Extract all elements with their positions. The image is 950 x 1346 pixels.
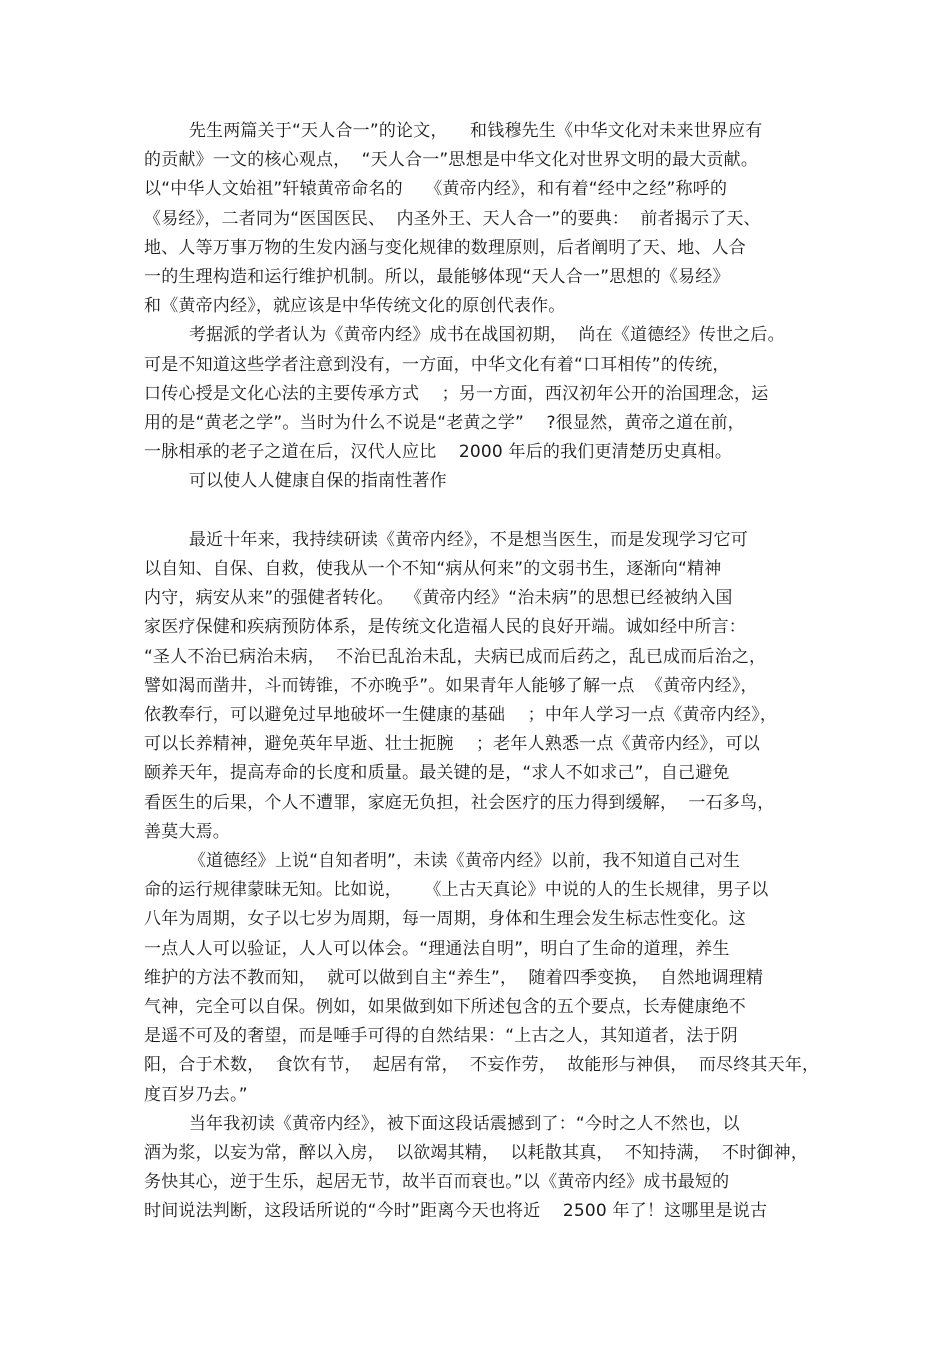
text-line: 以“中华人文始祖”轩辕黄帝命名的 《黄帝内经》，和有着“经中之经”称呼的 bbox=[144, 179, 728, 200]
text-line: 家医疗保健和疾病预防体系，是传统文化造福人民的良好开端。诚如经中所言： bbox=[144, 617, 746, 638]
text-line: 的贡献》一文的核心观点， “天人合一”思想是中华文化对世界文明的最大贡献。 bbox=[144, 150, 759, 171]
text-line: 譬如渴而凿井，斗而铸锥，不亦晚乎”。如果青年人能够了解一点 《黄帝内经》， bbox=[144, 675, 758, 696]
text-line: 是遥不可及的奢望，而是唾手可得的自然结果：“上古之人，其知道者，法于阴 bbox=[144, 1026, 738, 1047]
text-line: 气神，完全可以自保。例如，如果做到如下所述包含的五个要点，长寿健康绝不 bbox=[144, 997, 746, 1017]
text-line: 务快其心，逆于生乐，起居无节，故半百而衰也。”以《黄帝内经》成书最短的 bbox=[144, 1172, 730, 1193]
text-line: 酒为浆，以妄为常，醉以入房， 以欲竭其精， 以耗散其真， 不知持满， 不时御神， bbox=[144, 1143, 809, 1163]
text-line: 时间说法判断，这段话所说的“今时”距离今天也将近 2500 年了！这哪里是说古 bbox=[144, 1201, 768, 1222]
text-line: “圣人不治已病治未病， 不治已乱治未乱，夫病已成而后药之，乱已成而后治之， bbox=[144, 646, 767, 667]
text-line: 《道德经》上说“自知者明”，未读《黄帝内经》以前，我不知道自己对生 bbox=[144, 851, 741, 871]
text-line: 用的是“黄老之学”。当时为什么不说是“老黄之学” ?很显然，黄帝之道在前， bbox=[144, 413, 745, 433]
text-line: 可以长养精神，避免英年早逝、壮士扼腕 ；老年人熟悉一点《黄帝内经》，可以 bbox=[144, 734, 760, 755]
text-line: 颐养天年，提高寿命的长度和质量。最关键的是，“求人不如求己”，自己避免 bbox=[144, 763, 730, 784]
text-line: 当年我初读《黄帝内经》，被下面这段话震撼到了：“今时之人不然也，以 bbox=[144, 1113, 740, 1134]
text-line: 一的生理构造和运行维护机制。所以，最能够体现“天人合一”思想的《易经》 bbox=[144, 267, 730, 287]
text-line: 先生两篇关于“天人合一”的论文， 和钱穆先生《中华文化对未来世界应有 bbox=[144, 121, 763, 141]
text-line: 善莫大焉。 bbox=[144, 821, 230, 842]
text-line: 最近十年来，我持续研读《黄帝内经》，不是想当医生，而是发现学习它可 bbox=[144, 529, 748, 550]
text-line: 一脉相承的老子之道在后，汉代人应比 2000 年后的我们更清楚历史真相。 bbox=[144, 442, 733, 463]
text-line: 依教奉行，可以避免过早地破坏一生健康的基础 ；中年人学习一点《黄帝内经》， bbox=[144, 705, 778, 725]
text-line: 和《黄帝内经》，就应该是中华传统文化的原创代表作。 bbox=[144, 296, 566, 317]
text-line: 看医生的后果，个人不遭罪，家庭无负担，社会医疗的压力得到缓解， 一石多鸟， bbox=[144, 792, 775, 813]
text-line: 可以使人人健康自保的指南性著作 bbox=[144, 471, 447, 492]
text-line: 八年为周期，女子以七岁为周期，每一周期，身体和生理会发生标志性变化。这 bbox=[144, 909, 746, 930]
text-line: 《易经》，二者同为“医国医民、 内圣外王、天人合一”的要典： 前者揭示了天、 bbox=[144, 208, 761, 229]
text-line: 考据派的学者认为《黄帝内经》成书在战国初期， 尚在《道德经》传世之后。 bbox=[144, 325, 785, 346]
text-line: 口传心授是文化心法的主要传承方式 ；另一方面，西汉初年公开的治国理念，运 bbox=[144, 383, 769, 404]
text-line: 度百岁乃去。” bbox=[144, 1084, 248, 1105]
text-line: 可是不知道这些学者注意到没有，一方面，中华文化有着“口耳相传”的传统， bbox=[144, 354, 730, 375]
text-line: 一点人人可以验证，人人可以体会。“理通法自明”，明白了生命的道理，养生 bbox=[144, 938, 730, 959]
text-line: 维护的方法不教而知， 就可以做到自主“养生”， 随着四季变换， 自然地调理精 bbox=[144, 967, 764, 988]
text-line: 命的运行规律蒙昧无知。比如说， 《上古天真论》中说的人的生长规律，男子以 bbox=[144, 880, 769, 901]
text-line: 以自知、自保、自救，使我从一个不知“病从何来”的文弱书生，逐渐向“精神 bbox=[144, 559, 722, 579]
text-line: 阳，合于术数， 食饮有节， 起居有常， 不妄作劳， 故能形与神俱， 而尽终其天年， bbox=[144, 1055, 820, 1076]
text-line: 内守，病安从来”的强健者转化。 《黄帝内经》“治未病”的思想已经被纳入国 bbox=[144, 588, 733, 609]
text-line: 地、人等万事万物的生发内涵与变化规律的数理原则，后者阐明了天、地、人合 bbox=[144, 237, 746, 258]
